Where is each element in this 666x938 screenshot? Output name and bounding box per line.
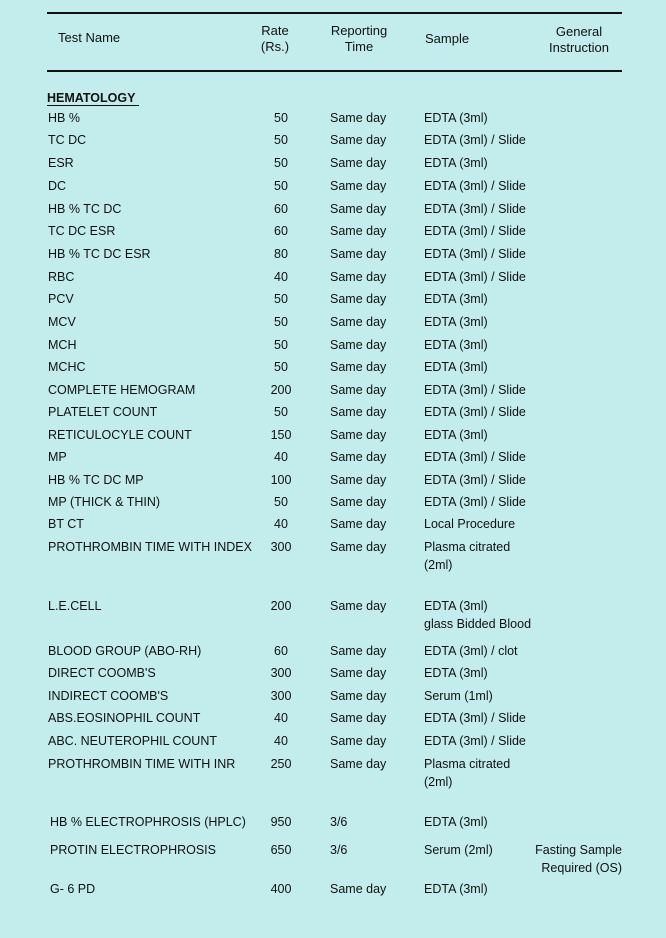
test-name-cell: MCV — [48, 315, 76, 329]
header-sample: Sample — [425, 31, 470, 46]
reporting-time-cell: Same day — [330, 757, 387, 771]
sample-cell: EDTA (3ml) / Slide — [424, 734, 526, 748]
test-name-cell: COMPLETE HEMOGRAM — [48, 383, 196, 397]
reporting-time-cell: Same day — [330, 360, 387, 374]
table-row — [0, 313, 666, 331]
reporting-time-cell: Same day — [330, 156, 387, 170]
sample-cell: EDTA (3ml) — [424, 111, 488, 125]
test-name-cell: PROTHROMBIN TIME WITH INDEX — [48, 540, 252, 554]
table-row — [0, 493, 666, 511]
test-name-cell: INDIRECT COOMB'S — [48, 689, 169, 703]
sample-cell: EDTA (3ml) / Slide — [424, 711, 526, 725]
sample-cell: EDTA (3ml) — [424, 666, 488, 680]
sample-cell: EDTA (3ml) — [424, 428, 488, 442]
sample-cell: EDTA (3ml) — [424, 156, 488, 170]
reporting-time-cell: Same day — [330, 179, 387, 193]
test-name-cell: ABC. NEUTEROPHIL COUNT — [48, 734, 218, 748]
rate-cell: 60 — [274, 224, 288, 238]
test-name-cell: DC — [48, 179, 67, 193]
test-name-cell: L.E.CELL — [48, 599, 102, 613]
rate-cell: 80 — [274, 247, 288, 261]
reporting-time-cell: Same day — [330, 473, 387, 487]
table-row — [0, 131, 666, 149]
rate-cell: 60 — [274, 202, 288, 216]
reporting-time-cell: Same day — [330, 111, 387, 125]
rate-cell: 50 — [274, 495, 288, 509]
test-name-cell: ESR — [48, 156, 74, 170]
sample-cell: Plasma citrated (2ml) — [424, 757, 511, 789]
general-instruction-cell: Fasting Sample Required (OS) — [535, 843, 622, 875]
reporting-time-cell: Same day — [330, 338, 387, 352]
reporting-time-cell: Same day — [330, 315, 387, 329]
sample-cell: EDTA (3ml) / Slide — [424, 473, 526, 487]
sample-cell: EDTA (3ml) / Slide — [424, 202, 526, 216]
rate-cell: 40 — [274, 270, 288, 284]
rate-cell: 150 — [270, 428, 292, 442]
sample-cell: EDTA (3ml) / Slide — [424, 383, 526, 397]
rate-cell: 250 — [270, 757, 292, 771]
table-row — [0, 813, 666, 831]
reporting-time-cell: Same day — [330, 734, 387, 748]
rate-cell: 50 — [274, 179, 288, 193]
table-row — [0, 471, 666, 489]
table-row — [0, 448, 666, 466]
test-name-cell: PROTIN ELECTROPHROSIS — [50, 843, 216, 857]
test-name-cell: RBC — [48, 270, 75, 284]
table-row — [0, 880, 666, 898]
rate-cell: 50 — [274, 360, 288, 374]
table-row — [0, 538, 666, 572]
reporting-time-cell: Same day — [330, 495, 387, 509]
test-name-cell: TC DC ESR — [48, 224, 116, 238]
table-row — [0, 245, 666, 263]
reporting-time-cell: Same day — [330, 292, 387, 306]
sample-cell: EDTA (3ml) — [424, 315, 488, 329]
rate-cell: 50 — [274, 338, 288, 352]
table-row — [0, 358, 666, 376]
reporting-time-cell: Same day — [330, 405, 387, 419]
table-row — [0, 597, 666, 631]
rate-cell: 300 — [270, 540, 292, 554]
reporting-time-cell: Same day — [330, 540, 387, 554]
reporting-time-cell: Same day — [330, 666, 387, 680]
rate-cell: 50 — [274, 292, 288, 306]
reporting-time-cell: Same day — [330, 133, 387, 147]
reporting-time-cell: Same day — [330, 599, 387, 613]
rate-cell: 40 — [274, 517, 288, 531]
rate-cell: 40 — [274, 734, 288, 748]
rate-cell: 40 — [274, 450, 288, 464]
reporting-time-cell: Same day — [330, 882, 387, 896]
sample-cell: EDTA (3ml) — [424, 815, 488, 829]
test-name-cell: PROTHROMBIN TIME WITH INR — [48, 757, 236, 771]
reporting-time-cell: Same day — [330, 202, 387, 216]
reporting-time-cell: Same day — [330, 247, 387, 261]
reporting-time-cell: 3/6 — [330, 815, 348, 829]
test-name-cell: G- 6 PD — [50, 882, 96, 896]
reporting-time-cell: Same day — [330, 383, 387, 397]
reporting-time-cell: Same day — [330, 224, 387, 238]
test-name-cell: TC DC — [48, 133, 87, 147]
test-name-cell: PCV — [48, 292, 74, 306]
test-name-cell: MP — [48, 450, 67, 464]
sample-cell: EDTA (3ml) / Slide — [424, 270, 526, 284]
sample-cell: EDTA (3ml) / Slide — [424, 450, 526, 464]
rate-cell: 50 — [274, 133, 288, 147]
test-name-cell: RETICULOCYLE COUNT — [48, 428, 192, 442]
reporting-time-cell: Same day — [330, 270, 387, 284]
sample-cell: EDTA (3ml) / Slide — [424, 495, 526, 509]
rate-cell: 200 — [270, 599, 292, 613]
rate-cell: 40 — [274, 711, 288, 725]
sample-cell: EDTA (3ml) glass Bidded Blood — [424, 599, 532, 631]
sample-cell: EDTA (3ml) / clot — [424, 644, 518, 658]
sample-cell: EDTA (3ml) / Slide — [424, 179, 526, 193]
rate-cell: 400 — [270, 882, 292, 896]
sample-cell: Local Procedure — [424, 517, 516, 531]
table-row — [0, 664, 666, 682]
table-row — [0, 154, 666, 172]
test-name-cell: PLATELET COUNT — [48, 405, 158, 419]
sample-cell: EDTA (3ml) / Slide — [424, 405, 526, 419]
reporting-time-cell: Same day — [330, 644, 387, 658]
test-name-cell: BT CT — [48, 517, 84, 531]
sample-cell: EDTA (3ml) — [424, 338, 488, 352]
test-name-cell: HB % TC DC MP — [48, 473, 144, 487]
sample-cell: EDTA (3ml) — [424, 292, 488, 306]
test-name-cell: ABS.EOSINOPHIL COUNT — [48, 711, 201, 725]
test-name-cell: HB % — [48, 111, 80, 125]
sample-cell: EDTA (3ml) / Slide — [424, 133, 526, 147]
rate-cell: 200 — [270, 383, 292, 397]
table-row — [0, 403, 666, 421]
rate-cell: 60 — [274, 644, 288, 658]
test-name-cell: HB % ELECTROPHROSIS (HPLC) — [50, 815, 246, 829]
table-row — [0, 381, 666, 399]
table-row — [0, 177, 666, 195]
table-row — [0, 642, 666, 660]
header-rate: Rate (Rs.) — [260, 23, 290, 54]
top-rule — [47, 12, 622, 14]
reporting-time-cell: 3/6 — [330, 843, 348, 857]
test-name-cell: MCH — [48, 338, 77, 352]
test-name-cell: BLOOD GROUP (ABO-RH) — [48, 644, 202, 658]
reporting-time-cell: Same day — [330, 450, 387, 464]
table-row — [0, 290, 666, 308]
header-test-name: Test Name — [58, 30, 121, 45]
reporting-time-cell: Same day — [330, 689, 387, 703]
rate-cell: 300 — [270, 666, 292, 680]
reporting-time-cell: Same day — [330, 428, 387, 442]
table-row — [0, 687, 666, 705]
table-row — [0, 841, 666, 875]
table-row — [0, 222, 666, 240]
header-general-instruction: General Instruction — [549, 24, 609, 55]
sample-cell: Serum (2ml) — [424, 843, 493, 857]
rate-cell: 50 — [274, 405, 288, 419]
sample-cell: EDTA (3ml) — [424, 882, 488, 896]
test-name-cell: HB % TC DC — [48, 202, 122, 216]
rate-cell: 50 — [274, 156, 288, 170]
rate-cell: 950 — [270, 815, 292, 829]
reporting-time-cell: Same day — [330, 517, 387, 531]
table-row — [0, 109, 666, 127]
table-row — [0, 426, 666, 444]
rate-cell: 50 — [274, 315, 288, 329]
rate-cell: 50 — [274, 111, 288, 125]
test-name-cell: MP (THICK & THIN) — [48, 495, 161, 509]
sample-cell: EDTA (3ml) — [424, 360, 488, 374]
table-row — [0, 755, 666, 789]
table-row — [0, 268, 666, 286]
rate-cell: 650 — [270, 843, 292, 857]
section-title-hematology: HEMATOLOGY — [47, 91, 139, 106]
header-reporting-time: Reporting Time — [330, 23, 388, 54]
table-row — [0, 732, 666, 750]
table-row — [0, 709, 666, 727]
sample-cell: EDTA (3ml) / Slide — [424, 224, 526, 238]
sample-cell: Plasma citrated (2ml) — [424, 540, 511, 572]
test-name-cell: DIRECT COOMB'S — [48, 666, 156, 680]
rate-cell: 300 — [270, 689, 292, 703]
test-name-cell: MCHC — [48, 360, 86, 374]
test-name-cell: HB % TC DC ESR — [48, 247, 151, 261]
table-row — [0, 200, 666, 218]
table-row — [0, 336, 666, 354]
sample-cell: EDTA (3ml) / Slide — [424, 247, 526, 261]
table-row — [0, 515, 666, 533]
sample-cell: Serum (1ml) — [424, 689, 493, 703]
rate-cell: 100 — [270, 473, 292, 487]
reporting-time-cell: Same day — [330, 711, 387, 725]
header-rule — [47, 70, 622, 72]
